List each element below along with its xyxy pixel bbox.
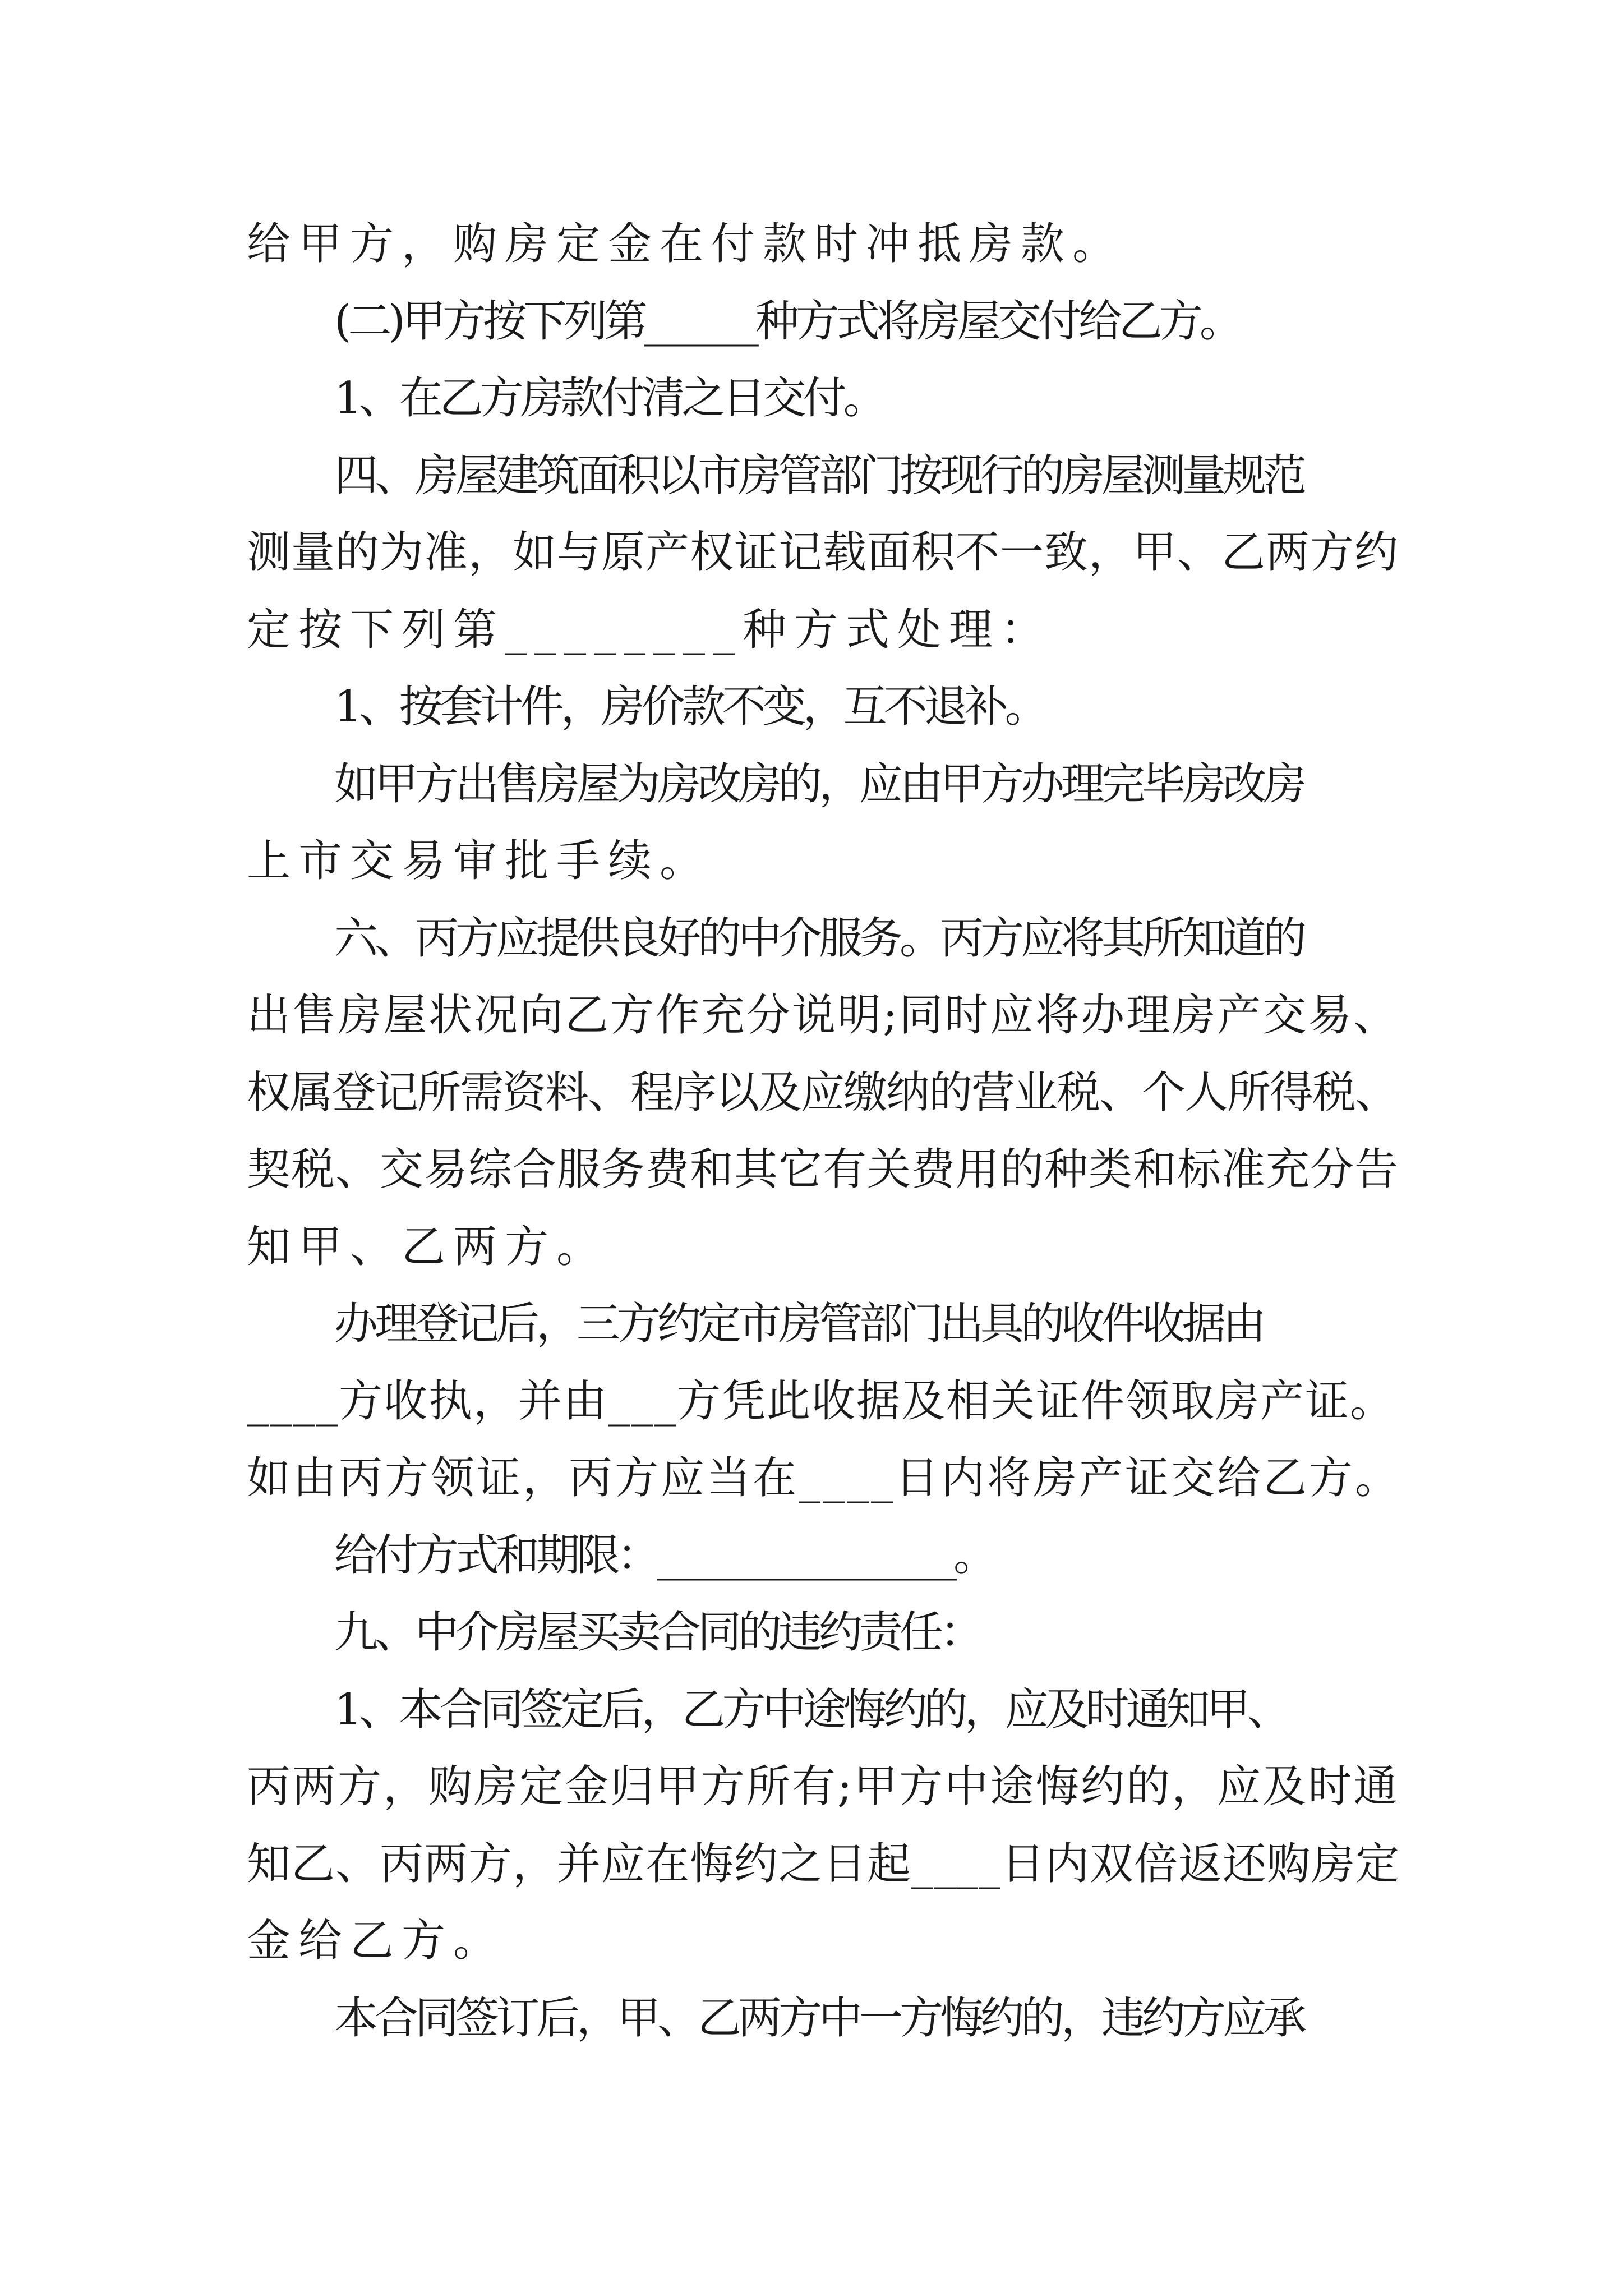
text-line: 出售房屋状况向乙方作充分说明;同时应将办理房产交易、: [247, 990, 1399, 1041]
text-line: 六、丙方应提供良好的中介服务。丙方应将其所知道的: [334, 913, 1304, 964]
text-line: (二)甲方按下列第______种方式将房屋交付给乙方。: [334, 296, 1240, 347]
text-line: ____方收执，并由___方凭此收据及相关证件领取房产证。: [247, 1376, 1395, 1427]
text-line: 九、中介房屋买卖合同的违约责任：: [334, 1607, 981, 1658]
text-line: 权属登记所需资料、程序以及应缴纳的营业税、个人所得税、: [247, 1068, 1398, 1118]
text-line: 金给乙方。: [247, 1916, 505, 1966]
text-line: 测量的为准，如与原产权证记载面积不一致，甲、乙两方约: [247, 527, 1399, 578]
text-line: 给甲方，购房定金在付款时冲抵房款。: [247, 219, 1124, 269]
text-line: 1、按套计件，房价款不变，互不退补。: [334, 682, 1045, 732]
text-line: 知乙、丙两方，并应在悔约之日起____日内双倍返还购房定: [247, 1839, 1400, 1889]
text-line: 上市交易审批手续。: [247, 836, 712, 886]
text-line: 契税、交易综合服务费和其它有关费用的种类和标准充分告: [247, 1144, 1399, 1195]
text-line: 如甲方出售房屋为房改房的，应由甲方办理完毕房改房: [334, 759, 1304, 809]
text-line: 给付方式和期限：________________。: [334, 1530, 994, 1581]
text-line: 定按下列第________种方式处理：: [247, 605, 1053, 655]
text-line: 四、房屋建筑面积以市房管部门按现行的房屋测量规范: [334, 450, 1304, 501]
text-line: 丙两方，购房定金归甲方所有;甲方中途悔约的，应及时通: [247, 1761, 1399, 1812]
text-line: 如由丙方领证，丙方应当在____日内将房产证交给乙方。: [247, 1453, 1401, 1503]
text-line: 本合同签订后，甲、乙两方中一方悔约的，违约方应承: [334, 1993, 1304, 2044]
text-line: 1、在乙方房款付清之日交付。: [334, 373, 884, 424]
text-line: 知甲、乙两方。: [247, 1222, 608, 1272]
text-line: 1、本合同签定后，乙方中途悔约的，应及时通知甲、: [334, 1685, 1288, 1735]
text-line: 办理登记后，三方约定市房管部门出具的收件收据由: [334, 1299, 1264, 1349]
